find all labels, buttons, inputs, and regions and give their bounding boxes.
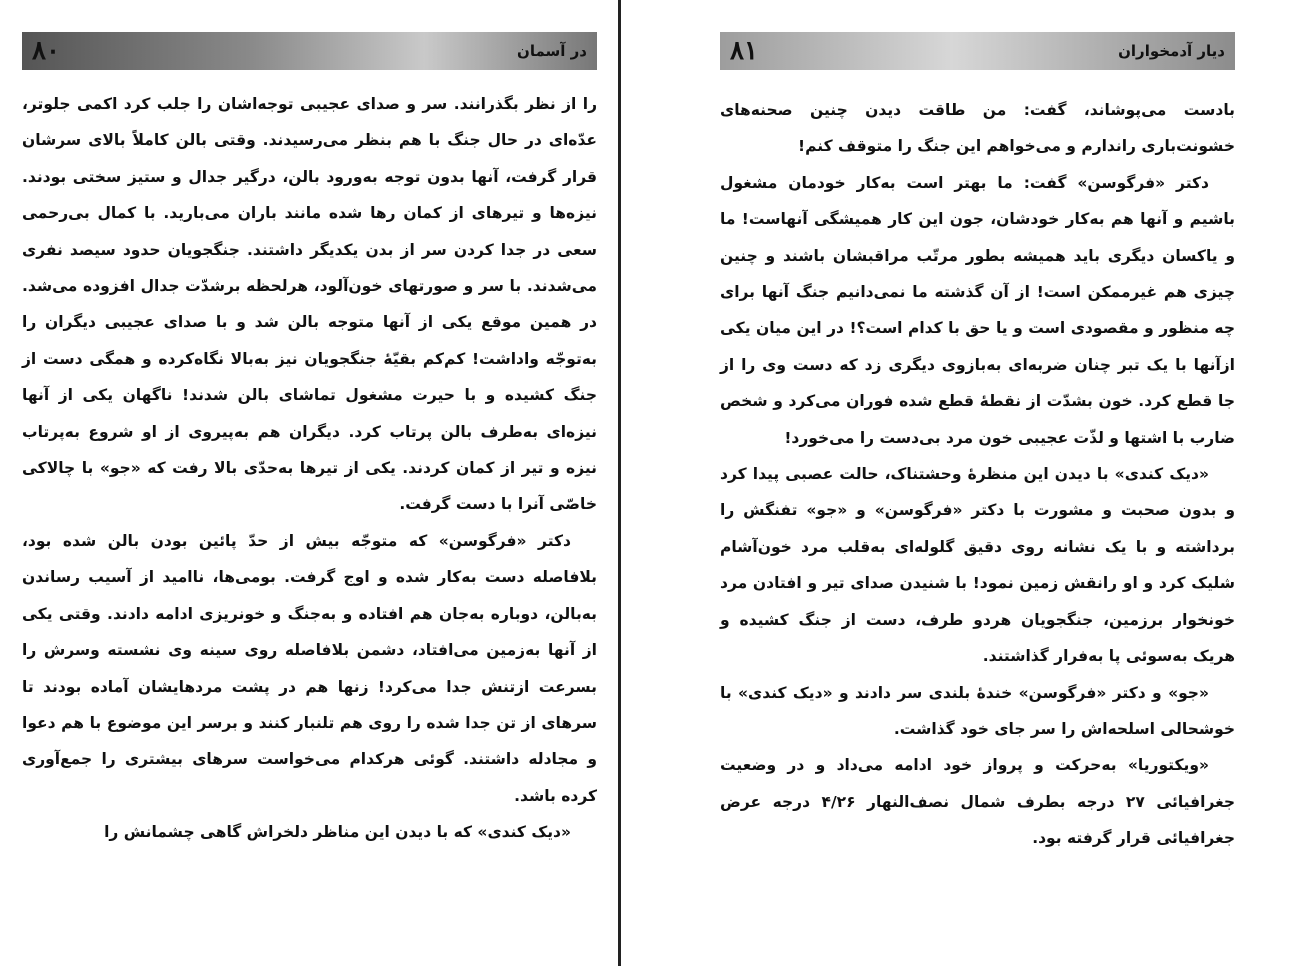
right-paragraph-3: «دیک کندی» با دیدن این منظرهٔ وحشتناک، حالت عصبی پیدا کرد و بدون صحبت و مشورت با دکتر «فرگوسن» و «جو» تفنگش را برداشته و با یک نشانه روی دقیق گلوله‌ای به‌قلب مرد خون‌آشام شلیک کرد و او رانقش زمین نمود! با شنیدن صدای تیر و افتادن مرد خونخوار برزمین، جنگجویان هردو طرف، دست از جنگ کشیده و هریک به‌سوئی پا به‌فرار گذاشتند. [720, 465, 1235, 666]
left-page-number: ۸۰ [32, 36, 60, 66]
right-page-number: ۸۱ [730, 36, 758, 66]
left-page-text [22, 86, 597, 851]
left-page-header [22, 32, 597, 70]
left-paragraph-3: «دیک کندی» که با دیدن این مناظر دلخراش گاهی چشمانش را [104, 823, 571, 842]
left-paragraph-1: را از نظر بگذرانند. سر و صدای عجیبی توجه‌اشان را جلب کرد اکمی جلوتر، عدّه‌ای در حال جنگ با هم بنظر می‌رسیدند. وقتی بالن کاملاً بالای سرشان قرار گرفت، آنها بدون توجه به‌ورود بالن، درگیر جدال و ستیز سختی بودند. نیزه‌ها و تیرهای از کمان رها شده مانند باران می‌بارید. با کمال بی‌رحمی سعی در جدا کردن سر از بدن یکدیگر داشتند. جنگجویان حدود سیصد نفری می‌شدند. با سر و صورتهای خون‌آلود، هرلحظه برشدّت جدال افزوده می‌شد. در همین موقع یکی از آنها متوجه بالن شد و با صدای عجیبی دیگران را به‌توجّه واداشت! کم‌کم بقیّهٔ جنگجویان نیز به‌بالا نگاه‌کرده و همگی دست از جنگ کشیده و با حیرت مشغول تماشای بالن شدند! ناگهان یکی از آنها نیزه‌ای به‌طرف بالن پرتاب کرد. دیگران هم به‌پیروی از او شروع به‌پرتاب نیزه و تیر از کمان کردند. یکی از تیرها به‌حدّی بالا رفت که «جو» با چالاکی خاصّی آنرا با دست گرفت. [22, 95, 597, 514]
right-paragraph-4: «جو» و دکتر «فرگوسن» خندهٔ بلندی سر دادند و «دیک کندی» با خوشحالی اسلحه‌اش را سر جای خود گذاشت. [720, 683, 1235, 738]
right-running-title: دیار آدمخواران [1118, 42, 1225, 60]
right-paragraph-5: «ویکتوریا» به‌حرکت و پرواز خود ادامه می‌داد و در وضعیت جغرافیائی ۲۷ درجه بطرف شمال نصف‌النهار ۴/۲۶ درجه عرض جغرافیائی قرار گرفته بود. [720, 756, 1236, 848]
left-running-title: در آسمان [517, 42, 587, 60]
book-gutter [618, 0, 621, 966]
left-page [0, 0, 618, 966]
right-paragraph-2: دکتر «فرگوسن» گفت: ما بهتر است به‌کار خودمان مشغول باشیم و آنها هم به‌کار خودشان، جون این کار همیشگی آنهاست! ما و یاکسان دیگری باید همیشه بطور مرتّب مراقبشان باشند و چنین چیزی هم غیرممکن است! از آن گذشته ما نمی‌دانیم جنگ آنها برای چه منظور و مقصودی است و یا حق با کدام است؟! در این میان یکی ازآنها با یک تبر چنان ضربه‌ای به‌بازوی دیگری زد که دست وی را از جا قطع کرد. خون بشدّت از نقطهٔ قطع شده فوران می‌کرد و شخص ضارب با اشتها و لذّت عجیبی خون مرد بی‌دست را می‌خورد! [720, 173, 1235, 447]
right-page-header [720, 32, 1235, 70]
right-page-text [720, 92, 1235, 857]
right-page [624, 0, 1299, 966]
left-paragraph-2: دکتر «فرگوسن» که متوجّه بیش از حدّ پائین بودن بالن شده بود، بلافاصله دست به‌کار شده و اوج گرفت. بومی‌ها، ناامید از آسیب رساندن به‌بالن، دوباره به‌جان هم افتاده و به‌جنگ و خونریزی ادامه دادند. وقتی یکی از آنها به‌زمین می‌افتاد، دشمن بلافاصله روی سینه وی نشسته وسرش را بسرعت ازتنش جدا می‌کرد! زنها هم در پشت مردهایشان آماده بودند تا سرهای از تن جدا شده را روی هم تلنبار کنند و برسر این موضوع با هم دعوا و مجادله داشتند. گوئی هرکدام می‌خواست سرهای بیشتری را جمع‌آوری کرده باشد. [22, 531, 597, 805]
right-paragraph-1: بادست می‌پوشاند، گفت: من طاقت دیدن چنین صحنه‌های خشونت‌باری راندارم و می‌خواهم این جنگ را متوقف کنم! [720, 101, 1235, 156]
